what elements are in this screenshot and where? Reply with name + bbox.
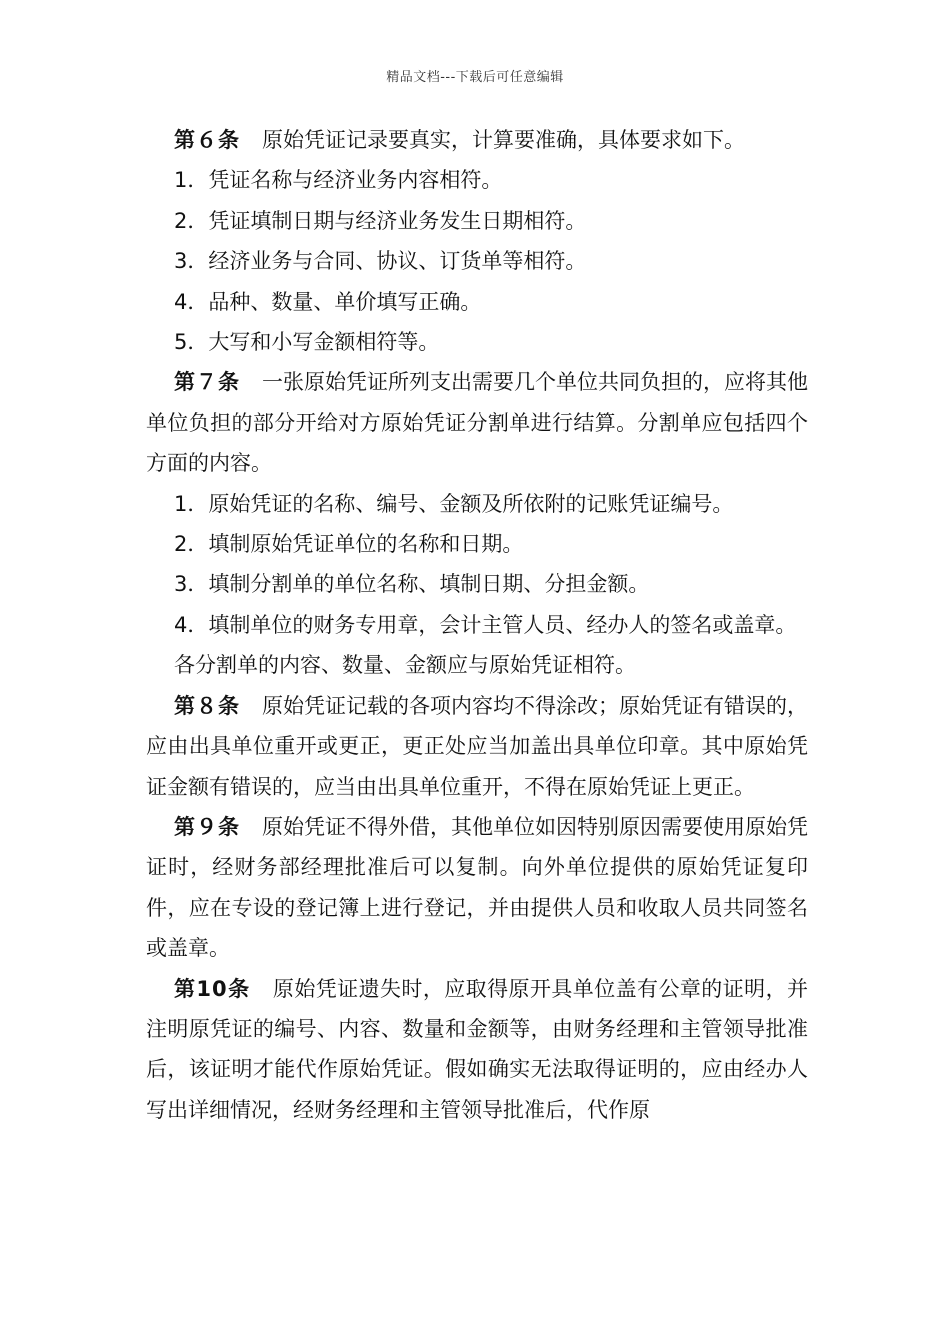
- article-7-number: 第７条: [174, 370, 240, 395]
- page-header: 精品文档---下载后可任意编辑: [386, 70, 564, 85]
- article-7-text: 一张原始凭证所列支出需要几个单位共同负担的，应将其他单位负担的部分开给对方原始凭证分割单进行结算。分割单应包括四个方面的内容。: [146, 370, 808, 476]
- article-6-item-4: 4．品种、数量、单价填写正确。: [174, 289, 482, 314]
- article-7-item-1: 1．原始凭证的名称、编号、金额及所依附的记账凭证编号。: [174, 491, 734, 516]
- article-6: [146, 120, 808, 160]
- article-6-text: 原始凭证记录要真实，计算要准确，具体要求如下。: [262, 128, 745, 152]
- article-6-number: 第６条: [174, 128, 240, 152]
- article-10: [146, 969, 808, 1131]
- article-6-item-2: 2．凭证填制日期与经济业务发生日期相符。: [174, 208, 587, 233]
- article-7-item-4: 4．填制单位的财务专用章，会计主管人员、经办人的签名或盖章。: [174, 612, 797, 637]
- article-10-number: 第10条: [174, 976, 251, 1001]
- article-9: [146, 807, 808, 969]
- article-7: [146, 362, 808, 483]
- article-9-text: 原始凭证不得外借，其他单位如因特别原因需要使用原始凭证时，经财务部经理批准后可以复制。向外单位提供的原始凭证复印件，应在专设的登记簿上进行登记，并由提供人员和收取人员共同签名或盖章。: [146, 814, 808, 961]
- article-7-item-3: 3．填制分割单的单位名称、填制日期、分担金额。: [174, 572, 650, 597]
- article-6-item-5: 5．大写和小写金额相符等。: [174, 330, 440, 355]
- article-6-item-1: 1．凭证名称与经济业务内容相符。: [174, 168, 503, 193]
- article-6-item-3: 3．经济业务与合同、协议、订货单等相符。: [174, 249, 587, 274]
- article-10-text: 原始凭证遗失时，应取得原开具单位盖有公章的证明，并注明原凭证的编号、内容、数量和金额等，由财务经理和主管领导批准后，该证明才能代作原始凭证。假如确实无法取得证明的，应由经办人写出详细情况，经财务经理和主管领导批准后，代作原: [146, 976, 808, 1122]
- article-9-number: 第９条: [174, 814, 240, 839]
- document-body: [146, 120, 808, 1130]
- article-8: [146, 686, 808, 807]
- article-8-text: 原始凭证记载的各项内容均不得涂改；原始凭证有错误的，应由出具单位重开或更正，更正处应当加盖出具单位印章。其中原始凭证金额有错误的，应当由出具单位重开，不得在原始凭证上更正。: [146, 693, 808, 799]
- article-8-number: 第８条: [174, 693, 240, 718]
- article-7-closing: 各分割单的内容、数量、金额应与原始凭证相符。: [174, 653, 636, 678]
- article-7-item-2: 2．填制原始凭证单位的名称和日期。: [174, 532, 524, 557]
